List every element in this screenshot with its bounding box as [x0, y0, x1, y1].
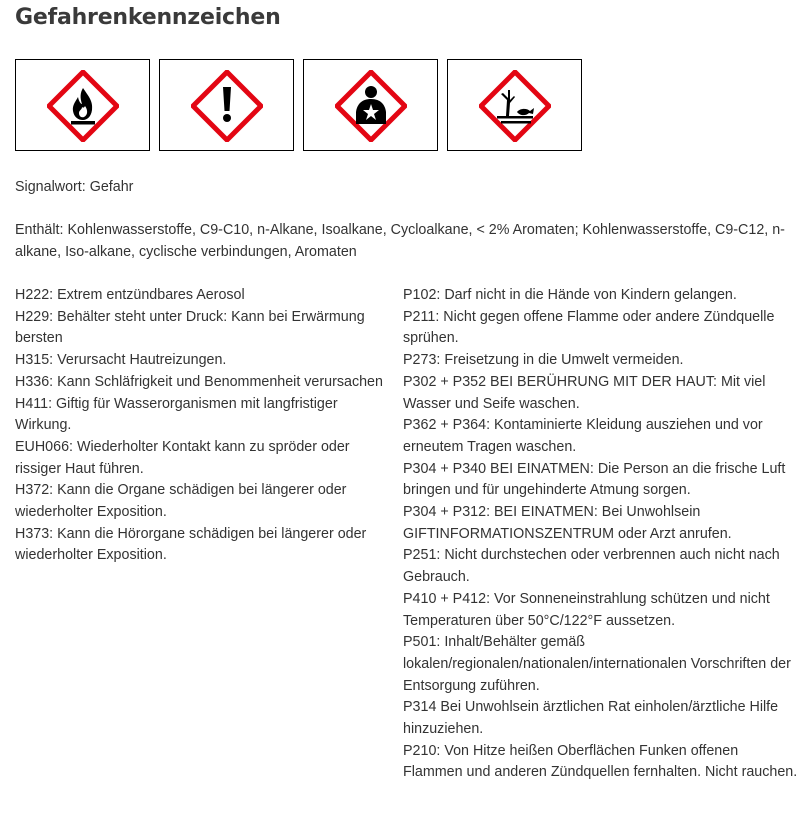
precautionary-statements-list	[403, 285, 798, 784]
health-hazard-icon	[335, 70, 407, 142]
environment-icon	[479, 70, 551, 142]
pictogram-flammable	[15, 59, 150, 151]
precautionary-statement: P410 + P412: Vor Sonneneinstrahlung schützen und nicht Temperaturen über 50°C/122°F aussetzen.	[403, 590, 770, 629]
signal-word: Signalwort: Gefahr	[15, 179, 134, 195]
hazard-statement: H372: Kann die Organe schädigen bei längerer oder wiederholter Exposition.	[15, 482, 347, 521]
precautionary-statement: P102: Darf nicht in die Hände von Kindern gelangen.	[403, 287, 737, 303]
precautionary-statement: P362 + P364: Kontaminierte Kleidung ausziehen und vor erneutem Tragen waschen.	[403, 417, 763, 455]
precautionary-statement: P302 + P352 BEI BERÜHRUNG MIT DER HAUT: Mit viel Wasser und Seife waschen.	[403, 373, 766, 412]
precautionary-statement: P501: Inhalt/Behälter gemäß lokalen/regionalen/nationalen/internationalen Vorschriften der Entsorgung zuführen.	[403, 634, 791, 694]
precautionary-statement: P251: Nicht durchstechen oder verbrennen auch nicht nach Gebrauch.	[403, 547, 780, 586]
hazard-statement: H222: Extrem entzündbares Aerosol	[15, 287, 245, 303]
precautionary-statement: P304 + P340 BEI EINATMEN: Die Person an die frische Luft bringen und für ungehinderte Atmung sorgen.	[403, 460, 786, 499]
precautionary-statement: P314 Bei Unwohlsein ärztlichen Rat einholen/ärztliche Hilfe hinzuziehen.	[403, 699, 779, 738]
hazard-statement: H336: Kann Schläfrigkeit und Benommenheit verursachen	[15, 373, 383, 390]
hazard-statement: H229: Behälter steht unter Druck: Kann bei Erwärmung bersten	[15, 308, 365, 347]
contains-text: Enthält: Kohlenwasserstoffe, C9-C10, n-Alkane, Isoalkane, Cycloalkane, < 2% Aromaten; Kohlenwasserstoffe, C9-C12, n-alkane, Iso-alkane, cyclische verbindungen, Aromaten	[15, 222, 785, 260]
hazard-statement: EUH066: Wiederholter Kontakt kann zu spröder oder rissiger Haut führen.	[15, 438, 350, 477]
hazard-statement: H411: Giftig für Wasserorganismen mit langfristiger Wirkung.	[15, 395, 338, 434]
pictogram-health-hazard	[303, 59, 438, 151]
precautionary-statement: P273: Freisetzung in die Umwelt vermeiden.	[403, 352, 684, 369]
pictogram-exclamation	[159, 59, 294, 151]
hazard-statements-list	[15, 285, 385, 567]
flame-icon	[47, 70, 119, 142]
exclamation-mark-icon	[191, 70, 263, 142]
precautionary-statement: P211: Nicht gegen offene Flamme oder andere Zündquelle sprühen.	[403, 308, 775, 347]
pictogram-environment	[447, 59, 582, 151]
precautionary-statement: P304 + P312: BEI EINATMEN: Bei Unwohlsein GIFTINFORMATIONSZENTRUM oder Arzt anrufen.	[403, 504, 732, 542]
hazard-statement: H315: Verursacht Hautreizungen.	[15, 352, 227, 369]
page-title: Gefahrenkennzeichen	[15, 5, 281, 30]
hazard-statement: H373: Kann die Hörorgane schädigen bei längerer oder wiederholter Exposition.	[15, 525, 367, 564]
precautionary-statement: P210: Von Hitze heißen Oberflächen Funken offenen Flammen und anderen Zündquellen fernhalten. Nicht rauchen.	[403, 742, 798, 781]
